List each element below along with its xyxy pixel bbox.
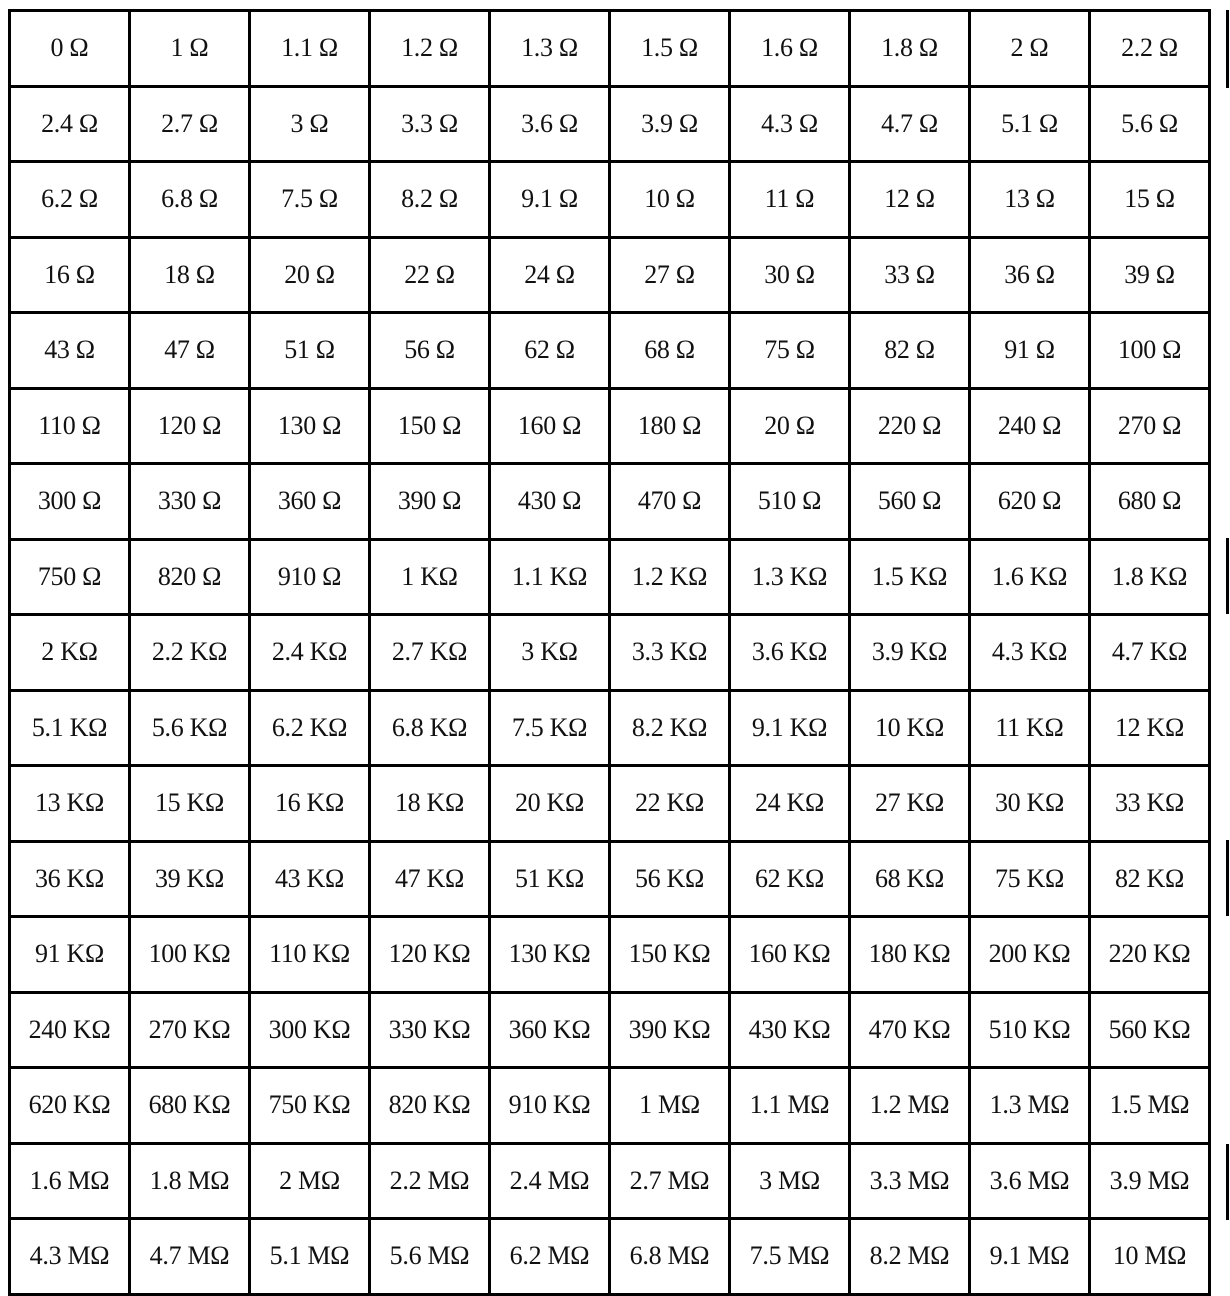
table-row [10, 464, 1210, 540]
resistor-value-cell: 620 KΩ [10, 1068, 130, 1144]
resistor-value-cell: 1.1 Ω [250, 11, 370, 87]
resistor-value-cell: 91 KΩ [10, 917, 130, 993]
table-row [10, 1219, 1210, 1295]
resistor-value-cell: 9.1 KΩ [730, 690, 850, 766]
resistor-value-cell: 75 Ω [730, 313, 850, 389]
resistor-value-cell: 1.6 KΩ [970, 539, 1090, 615]
resistor-value-cell: 1.2 MΩ [850, 1068, 970, 1144]
resistor-value-cell: 240 KΩ [10, 992, 130, 1068]
resistor-value-cell: 68 KΩ [850, 841, 970, 917]
resistor-value-cell: 680 Ω [1090, 464, 1210, 540]
table-row [10, 162, 1210, 238]
resistor-value-cell: 5.6 Ω [1090, 86, 1210, 162]
resistor-value-cell: 43 Ω [10, 313, 130, 389]
resistor-value-cell: 560 Ω [850, 464, 970, 540]
resistor-value-cell: 33 KΩ [1090, 766, 1210, 842]
resistor-value-cell: 390 Ω [370, 464, 490, 540]
resistor-value-cell: 160 KΩ [730, 917, 850, 993]
resistor-value-cell: 240 Ω [970, 388, 1090, 464]
resistor-value-cell: 5.1 KΩ [10, 690, 130, 766]
resistor-value-cell: 1.5 KΩ [850, 539, 970, 615]
resistor-value-cell: 36 Ω [970, 237, 1090, 313]
resistor-value-cell: 820 Ω [130, 539, 250, 615]
resistor-value-cell: 2.4 Ω [10, 86, 130, 162]
resistor-value-cell: 16 KΩ [250, 766, 370, 842]
resistor-value-cell: 11 KΩ [970, 690, 1090, 766]
resistor-value-cell: 3.6 KΩ [730, 615, 850, 691]
resistor-value-cell: 1.8 MΩ [130, 1143, 250, 1219]
resistor-value-cell: 510 KΩ [970, 992, 1090, 1068]
resistor-value-cell: 750 Ω [10, 539, 130, 615]
resistor-value-cell: 430 KΩ [730, 992, 850, 1068]
resistor-value-cell: 300 KΩ [250, 992, 370, 1068]
resistor-value-cell: 150 Ω [370, 388, 490, 464]
resistor-value-cell: 6.8 KΩ [370, 690, 490, 766]
resistor-value-cell: 3.3 MΩ [850, 1143, 970, 1219]
resistor-value-cell: 8.2 KΩ [610, 690, 730, 766]
adjacent-page-edge [1226, 10, 1229, 88]
resistor-value-cell: 180 Ω [610, 388, 730, 464]
resistor-value-cell: 4.7 Ω [850, 86, 970, 162]
table-row [10, 539, 1210, 615]
resistor-value-cell: 6.2 Ω [10, 162, 130, 238]
table-row [10, 992, 1210, 1068]
resistor-value-cell: 120 KΩ [370, 917, 490, 993]
resistor-value-cell: 51 Ω [250, 313, 370, 389]
resistor-value-cell: 24 KΩ [730, 766, 850, 842]
resistor-value-cell: 1.2 Ω [370, 11, 490, 87]
resistor-value-cell: 180 KΩ [850, 917, 970, 993]
resistor-value-cell: 11 Ω [730, 162, 850, 238]
resistor-value-cell: 2.7 Ω [130, 86, 250, 162]
resistor-value-cell: 6.2 KΩ [250, 690, 370, 766]
resistor-value-cell: 1.3 Ω [490, 11, 610, 87]
resistor-value-cell: 3.9 KΩ [850, 615, 970, 691]
resistor-value-cell: 750 KΩ [250, 1068, 370, 1144]
resistor-value-cell: 39 Ω [1090, 237, 1210, 313]
resistor-value-cell: 820 KΩ [370, 1068, 490, 1144]
resistor-value-cell: 3 KΩ [490, 615, 610, 691]
resistor-value-sheet [8, 9, 1211, 1296]
resistor-value-cell: 120 Ω [130, 388, 250, 464]
resistor-value-cell: 160 Ω [490, 388, 610, 464]
resistor-value-cell: 2.7 MΩ [610, 1143, 730, 1219]
resistor-value-cell: 15 Ω [1090, 162, 1210, 238]
table-body [10, 11, 1210, 1295]
resistor-value-cell: 4.3 KΩ [970, 615, 1090, 691]
resistor-value-cell: 6.8 MΩ [610, 1219, 730, 1295]
resistor-value-cell: 270 KΩ [130, 992, 250, 1068]
resistor-value-cell: 9.1 MΩ [970, 1219, 1090, 1295]
resistor-value-cell: 62 KΩ [730, 841, 850, 917]
resistor-value-cell: 9.1 Ω [490, 162, 610, 238]
resistor-value-cell: 82 KΩ [1090, 841, 1210, 917]
table-row [10, 313, 1210, 389]
resistor-value-cell: 27 Ω [610, 237, 730, 313]
table-row [10, 766, 1210, 842]
resistor-value-cell: 56 KΩ [610, 841, 730, 917]
resistor-value-cell: 1.8 Ω [850, 11, 970, 87]
resistor-value-cell: 330 Ω [130, 464, 250, 540]
resistor-value-cell: 110 KΩ [250, 917, 370, 993]
resistor-value-cell: 2 KΩ [10, 615, 130, 691]
resistor-value-cell: 150 KΩ [610, 917, 730, 993]
resistor-value-cell: 47 Ω [130, 313, 250, 389]
resistor-value-cell: 5.1 Ω [970, 86, 1090, 162]
resistor-value-cell: 4.7 KΩ [1090, 615, 1210, 691]
resistor-value-cell: 3.9 Ω [610, 86, 730, 162]
resistor-value-cell: 130 Ω [250, 388, 370, 464]
resistor-value-cell: 220 KΩ [1090, 917, 1210, 993]
resistor-value-cell: 22 KΩ [610, 766, 730, 842]
resistor-value-cell: 7.5 KΩ [490, 690, 610, 766]
resistor-value-cell: 20 Ω [730, 388, 850, 464]
adjacent-page-edge [1226, 840, 1229, 916]
resistor-value-cell: 6.2 MΩ [490, 1219, 610, 1295]
resistor-value-cell: 1.5 MΩ [1090, 1068, 1210, 1144]
resistor-value-cell: 16 Ω [10, 237, 130, 313]
resistor-value-cell: 24 Ω [490, 237, 610, 313]
resistor-value-cell: 18 KΩ [370, 766, 490, 842]
table-row [10, 841, 1210, 917]
resistor-value-cell: 33 Ω [850, 237, 970, 313]
resistor-value-cell: 1 Ω [130, 11, 250, 87]
resistor-value-cell: 1.1 MΩ [730, 1068, 850, 1144]
resistor-value-cell: 8.2 MΩ [850, 1219, 970, 1295]
resistor-value-cell: 680 KΩ [130, 1068, 250, 1144]
resistor-value-cell: 68 Ω [610, 313, 730, 389]
resistor-value-cell: 75 KΩ [970, 841, 1090, 917]
resistor-value-cell: 1.8 KΩ [1090, 539, 1210, 615]
resistor-value-cell: 91 Ω [970, 313, 1090, 389]
resistor-value-cell: 13 KΩ [10, 766, 130, 842]
table-row [10, 917, 1210, 993]
resistor-value-cell: 30 KΩ [970, 766, 1090, 842]
table-row [10, 388, 1210, 464]
resistor-value-cell: 62 Ω [490, 313, 610, 389]
resistor-value-cell: 18 Ω [130, 237, 250, 313]
resistor-value-cell: 51 KΩ [490, 841, 610, 917]
resistor-value-cell: 220 Ω [850, 388, 970, 464]
resistor-value-cell: 6.8 Ω [130, 162, 250, 238]
resistor-value-cell: 2.4 KΩ [250, 615, 370, 691]
table-row [10, 690, 1210, 766]
table-row [10, 237, 1210, 313]
resistor-value-cell: 2.2 Ω [1090, 11, 1210, 87]
resistor-value-cell: 300 Ω [10, 464, 130, 540]
resistor-value-cell: 13 Ω [970, 162, 1090, 238]
resistor-value-cell: 470 Ω [610, 464, 730, 540]
resistor-value-cell: 7.5 MΩ [730, 1219, 850, 1295]
resistor-value-cell: 390 KΩ [610, 992, 730, 1068]
resistor-value-cell: 270 Ω [1090, 388, 1210, 464]
resistor-value-cell: 4.3 MΩ [10, 1219, 130, 1295]
resistor-value-cell: 5.6 MΩ [370, 1219, 490, 1295]
resistor-value-cell: 110 Ω [10, 388, 130, 464]
resistor-value-cell: 1 MΩ [610, 1068, 730, 1144]
resistor-value-cell: 43 KΩ [250, 841, 370, 917]
resistor-value-cell: 3.3 KΩ [610, 615, 730, 691]
resistor-value-cell: 100 KΩ [130, 917, 250, 993]
resistor-value-cell: 1.6 MΩ [10, 1143, 130, 1219]
resistor-value-cell: 330 KΩ [370, 992, 490, 1068]
resistor-value-cell: 20 Ω [250, 237, 370, 313]
resistor-value-cell: 1 KΩ [370, 539, 490, 615]
resistor-value-cell: 36 KΩ [10, 841, 130, 917]
resistor-value-table [8, 9, 1211, 1296]
resistor-value-cell: 1.1 KΩ [490, 539, 610, 615]
resistor-value-cell: 510 Ω [730, 464, 850, 540]
resistor-value-cell: 15 KΩ [130, 766, 250, 842]
resistor-value-cell: 12 KΩ [1090, 690, 1210, 766]
resistor-value-cell: 30 Ω [730, 237, 850, 313]
table-row [10, 1143, 1210, 1219]
resistor-value-cell: 10 MΩ [1090, 1219, 1210, 1295]
resistor-value-cell: 3 Ω [250, 86, 370, 162]
resistor-value-cell: 47 KΩ [370, 841, 490, 917]
resistor-value-cell: 0 Ω [10, 11, 130, 87]
resistor-value-cell: 10 Ω [610, 162, 730, 238]
resistor-value-cell: 5.6 KΩ [130, 690, 250, 766]
resistor-value-cell: 82 Ω [850, 313, 970, 389]
resistor-value-cell: 7.5 Ω [250, 162, 370, 238]
resistor-value-cell: 3 MΩ [730, 1143, 850, 1219]
resistor-value-cell: 1.5 Ω [610, 11, 730, 87]
resistor-value-cell: 130 KΩ [490, 917, 610, 993]
resistor-value-cell: 3.9 MΩ [1090, 1143, 1210, 1219]
resistor-value-cell: 360 KΩ [490, 992, 610, 1068]
resistor-value-cell: 2.7 KΩ [370, 615, 490, 691]
resistor-value-cell: 2 MΩ [250, 1143, 370, 1219]
resistor-value-cell: 1.2 KΩ [610, 539, 730, 615]
resistor-value-cell: 360 Ω [250, 464, 370, 540]
resistor-value-cell: 910 KΩ [490, 1068, 610, 1144]
table-row [10, 1068, 1210, 1144]
resistor-value-cell: 2.4 MΩ [490, 1143, 610, 1219]
resistor-value-cell: 39 KΩ [130, 841, 250, 917]
resistor-value-cell: 560 KΩ [1090, 992, 1210, 1068]
resistor-value-cell: 910 Ω [250, 539, 370, 615]
resistor-value-cell: 56 Ω [370, 313, 490, 389]
resistor-value-cell: 22 Ω [370, 237, 490, 313]
resistor-value-cell: 3.6 MΩ [970, 1143, 1090, 1219]
resistor-value-cell: 4.3 Ω [730, 86, 850, 162]
resistor-value-cell: 2.2 MΩ [370, 1143, 490, 1219]
resistor-value-cell: 5.1 MΩ [250, 1219, 370, 1295]
resistor-value-cell: 200 KΩ [970, 917, 1090, 993]
resistor-value-cell: 20 KΩ [490, 766, 610, 842]
resistor-value-cell: 1.3 MΩ [970, 1068, 1090, 1144]
resistor-value-cell: 3.6 Ω [490, 86, 610, 162]
adjacent-page-edge [1226, 1144, 1229, 1220]
resistor-value-cell: 2 Ω [970, 11, 1090, 87]
resistor-value-cell: 10 KΩ [850, 690, 970, 766]
resistor-value-cell: 4.7 MΩ [130, 1219, 250, 1295]
resistor-value-cell: 1.6 Ω [730, 11, 850, 87]
adjacent-page-edge [1226, 538, 1229, 614]
resistor-value-cell: 2.2 KΩ [130, 615, 250, 691]
resistor-value-cell: 12 Ω [850, 162, 970, 238]
table-row [10, 615, 1210, 691]
resistor-value-cell: 3.3 Ω [370, 86, 490, 162]
resistor-value-cell: 1.3 KΩ [730, 539, 850, 615]
resistor-value-cell: 430 Ω [490, 464, 610, 540]
table-row [10, 11, 1210, 87]
table-row [10, 86, 1210, 162]
resistor-value-cell: 8.2 Ω [370, 162, 490, 238]
resistor-value-cell: 100 Ω [1090, 313, 1210, 389]
resistor-value-cell: 620 Ω [970, 464, 1090, 540]
resistor-value-cell: 27 KΩ [850, 766, 970, 842]
resistor-value-cell: 470 KΩ [850, 992, 970, 1068]
